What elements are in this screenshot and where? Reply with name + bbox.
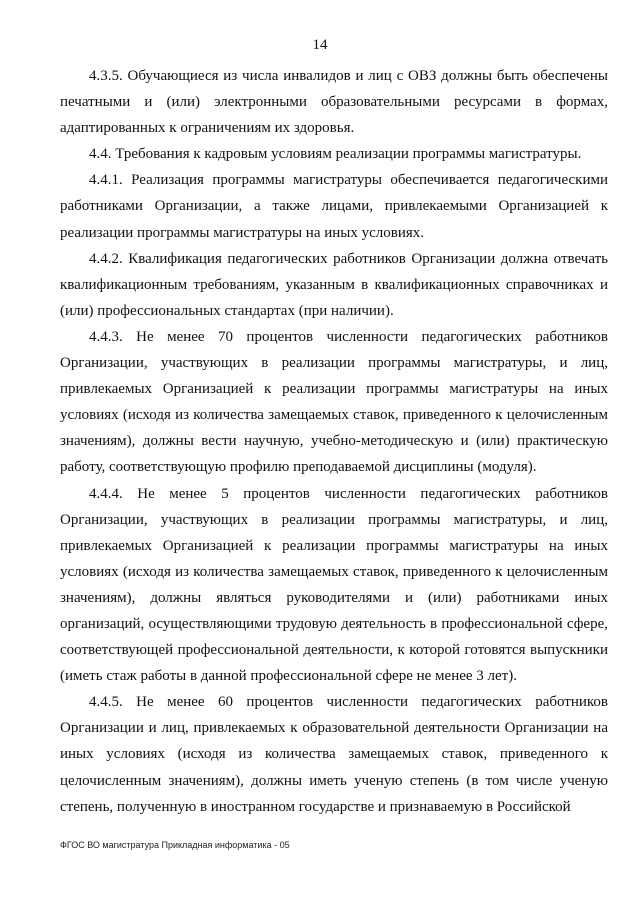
paragraph-4-4-3: 4.4.3. Не менее 70 процентов численности педагогических работников Организации, участвующих в реализации программы магистратуры, и лиц, привлекаемых Организацией к реализации программы магистратуры на иных условиях (исходя из количества замещаемых ставок, приведенного к целочисленным значениям), должны вести научную, учебно-методическую и (или) практическую работу, соответствующую профилю преподаваемой дисциплины (модуля). (60, 328, 608, 476)
paragraph-4-3-5: 4.3.5. Обучающиеся из числа инвалидов и лиц с ОВЗ должны быть обеспечены печатными и (или) электронными образовательными ресурсами в формах, адаптированных к ограничениям их здоровья. (60, 68, 608, 137)
paragraph-4-4-1: 4.4.1. Реализация программы магистратуры обеспечивается педагогическими работниками Организации, а также лицами, привлекаемыми Организацией к реализации программы магистратуры на иных условиях. (60, 172, 608, 241)
paragraph-4-4-4: 4.4.4. Не менее 5 процентов численности педагогических работников Организации, участвующих в реализации программы магистратуры, и лиц, привлекаемых Организацией к реализации программы магистратуры на иных условиях (исходя из количества замещаемых ставок, приведенного к целочисленным значениям), должны являться руководителями и (или) работниками иных организаций, осуществляющими трудовую деятельность в профессиональной сфере, соответствующей профессиональной деятельности, к которой готовятся выпускники (иметь стаж работы в данной профессиональной сфере не менее 3 лет). (60, 485, 608, 685)
page-footer: ФГОС ВО магистратура Прикладная информатика - 05 (60, 840, 290, 850)
paragraph-4-4: 4.4. Требования к кадровым условиям реализации программы магистратуры. (89, 146, 582, 163)
document-body (60, 63, 608, 820)
page-number: 14 (312, 37, 328, 53)
paragraph-4-4-2: 4.4.2. Квалификация педагогических работников Организации должна отвечать квалификационным требованиям, указанным в квалификационных справочниках и (или) профессиональных стандартах (при наличии). (60, 250, 608, 319)
paragraph-4-4-5: 4.4.5. Не менее 60 процентов численности педагогических работников Организации и лиц, привлекаемых к образовательной деятельности Организации на иных условиях (исходя из количества замещаемых ставок, приведенного к целочисленным значениям), должны иметь ученую степень (в том числе ученую степень, полученную в иностранном государстве и признаваемую в Российской (60, 694, 608, 815)
